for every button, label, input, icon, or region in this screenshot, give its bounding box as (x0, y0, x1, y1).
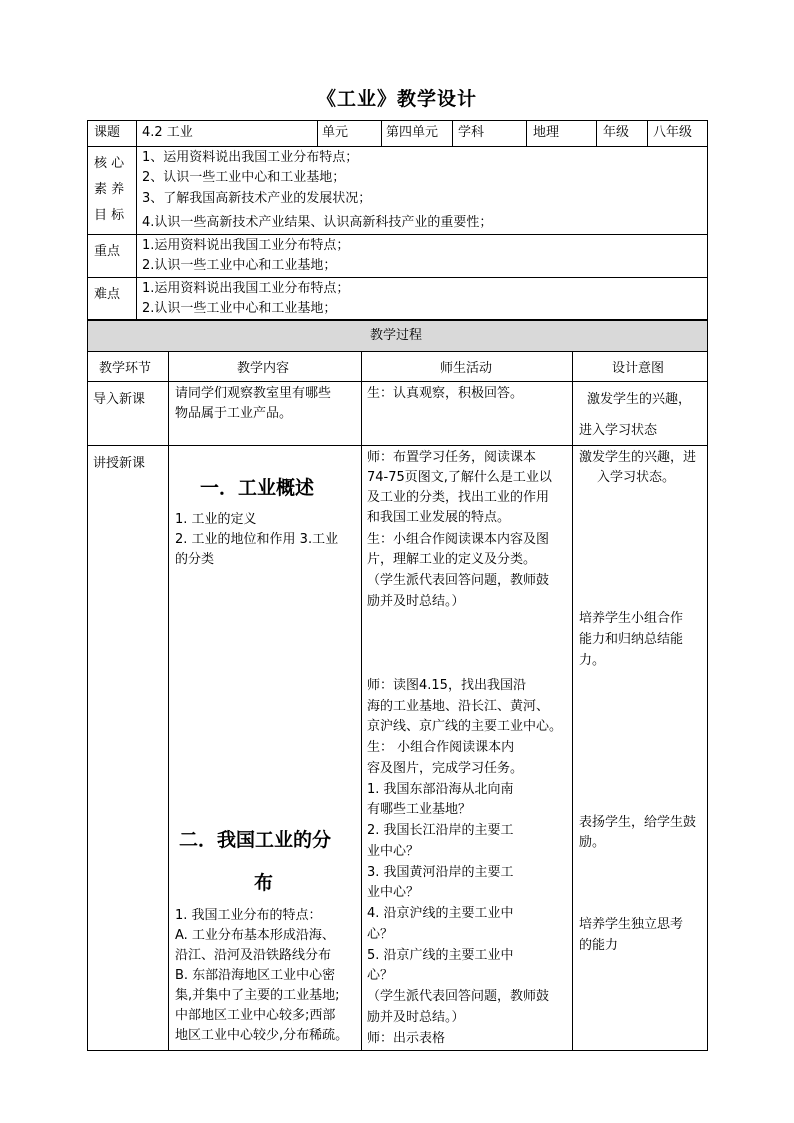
col-divider (381, 120, 382, 147)
intent-line: 力。 (579, 653, 606, 668)
section-heading: 一．工业概述 (200, 477, 315, 499)
activity-line: 5. 沿京广线的主要工业中 (367, 948, 514, 963)
content-line: B. 东部沿海地区工业中心密 (175, 968, 336, 983)
intent-line: 表扬学生，给学生鼓 (579, 815, 697, 830)
topic-value: 4.2 工业 (142, 125, 193, 140)
core-label-line: 目 标 (94, 208, 125, 223)
col-divider (361, 351, 362, 1051)
activity-line: 片，理解工业的定义及分类。 (367, 552, 537, 567)
intro-activity: 生：认真观察，积极回答。 (367, 386, 524, 401)
intent-line: 入学习状态。 (597, 470, 676, 485)
activity-line: 心？ (367, 968, 394, 983)
col-divider (168, 351, 169, 1051)
core-label-line: 核 心 (94, 156, 125, 171)
activity-line: （学生派代表回答问题，教师鼓 (367, 573, 550, 588)
column-header: 教学环节 (99, 361, 152, 376)
activity-line: 励并及时总结。） (367, 594, 465, 609)
content-line: 2. 工业的地位和作用 3.工业 (175, 532, 339, 547)
core-item: 3、了解我国高新技术产业的发展状况； (142, 191, 372, 206)
activity-line: 生： 小组合作阅读课本内 (367, 740, 515, 755)
col-divider (452, 120, 453, 147)
intent-line: 激发学生的兴趣，进 (579, 450, 697, 465)
activity-line: 容及图片，完成学习任务。 (367, 761, 524, 776)
core-item: 4.认识一些高新技术产业结果、认识高新科技产业的重要性； (142, 215, 493, 230)
activity-line: 1. 我国东部沿海从北向南 (367, 782, 514, 797)
unit-value: 第四单元 (386, 125, 439, 140)
intent-line: 能力和归纳总结能 (579, 632, 684, 647)
activity-line: 有哪些工业基地？ (367, 802, 472, 817)
intent-line: 培养学生小组合作 (579, 611, 684, 626)
content-line: 1. 工业的定义 (175, 512, 257, 527)
core-label-line: 素 养 (94, 182, 125, 197)
intro-intent-line: 进入学习状态 (579, 423, 658, 438)
column-header: 师生活动 (440, 361, 493, 376)
unit-label: 单元 (322, 125, 349, 140)
stage-label: 导入新课 (93, 392, 146, 407)
activity-line: 3. 我国黄河沿岸的主要工 (367, 865, 514, 880)
activity-line: 生：小组合作阅读课本内容及图 (367, 532, 550, 547)
key-point-item: 2.认识一些工业中心和工业基地； (142, 258, 337, 273)
col-divider (136, 120, 137, 320)
intro-content-line: 物品属于工业产品。 (175, 406, 293, 421)
core-item: 1、运用资料说出我国工业分布特点； (142, 150, 359, 165)
activity-line: 和我国工业发展的特点。 (367, 510, 511, 525)
grade-value: 八年级 (653, 125, 693, 140)
column-header: 教学内容 (237, 361, 290, 376)
content-line: 的分类 (175, 552, 215, 567)
grade-label: 年级 (603, 125, 630, 140)
intent-line: 培养学生独立思考 (579, 917, 684, 932)
difficult-point-item: 2.认识一些工业中心和工业基地； (142, 301, 337, 316)
difficult-points-label: 难点 (94, 287, 121, 302)
intro-intent-line: 激发学生的兴趣， (587, 392, 692, 407)
activity-line: 业中心？ (367, 844, 420, 859)
row-divider (87, 445, 708, 446)
col-divider (317, 120, 318, 147)
activity-line: 励并及时总结。） (367, 1010, 465, 1025)
activity-line: 师：布置学习任务，阅读课本 (367, 450, 537, 465)
activity-line: 及工业的分类，找出工业的作用 (367, 490, 550, 505)
activity-line: 师：出示表格 (367, 1031, 446, 1046)
col-divider (596, 120, 597, 147)
intent-line: 励。 (579, 835, 606, 850)
col-divider (647, 120, 648, 147)
subject-value: 地理 (533, 125, 560, 140)
activity-line: 4. 沿京沪线的主要工业中 (367, 906, 514, 921)
section-heading: 布 (254, 872, 274, 894)
row-divider (87, 381, 708, 382)
content-line: 地区工业中心较少,分布稀疏。 (175, 1028, 349, 1043)
content-line: A. 工业分布基本形成沿海、 (175, 928, 335, 943)
difficult-point-item: 1.运用资料说出我国工业分布特点； (142, 281, 350, 296)
activity-line: 心？ (367, 927, 394, 942)
activity-line: 74-75页图文,了解什么是工业以 (367, 470, 552, 485)
core-item: 2、认识一些工业中心和工业基地； (142, 170, 346, 185)
intent-line: 的能力 (579, 938, 619, 953)
key-points-label: 重点 (94, 244, 121, 259)
document-title: 《工业》教学设计 (316, 88, 477, 110)
activity-line: （学生派代表回答问题，教师鼓 (367, 989, 550, 1004)
col-divider (572, 351, 573, 1051)
content-line: 中部地区工业中心较多;西部 (175, 1008, 336, 1023)
col-divider (526, 120, 527, 147)
key-point-item: 1.运用资料说出我国工业分布特点； (142, 238, 350, 253)
intro-content-line: 请同学们观察教室里有哪些 (175, 386, 332, 401)
subject-label: 学科 (458, 125, 485, 140)
section-heading: 二．我国工业的分 (179, 829, 332, 851)
activity-line: 师：读图4.15，找出我国沿 (367, 678, 526, 693)
stage-label: 讲授新课 (93, 456, 146, 471)
process-banner-label: 教学过程 (370, 328, 423, 343)
content-line: 沿江、沿河及沿铁路线分布 (175, 948, 332, 963)
content-line: 集,并集中了主要的工业基地; (175, 988, 340, 1003)
content-line: 1. 我国工业分布的特点： (175, 908, 322, 923)
topic-label: 课题 (94, 125, 121, 140)
activity-line: 2. 我国长江沿岸的主要工 (367, 823, 514, 838)
column-header: 设计意图 (612, 361, 665, 376)
activity-line: 海的工业基地、沿长江、黄河、 (367, 699, 550, 714)
activity-line: 京沪线、京广线的主要工业中心。 (367, 719, 563, 734)
activity-line: 业中心？ (367, 885, 420, 900)
